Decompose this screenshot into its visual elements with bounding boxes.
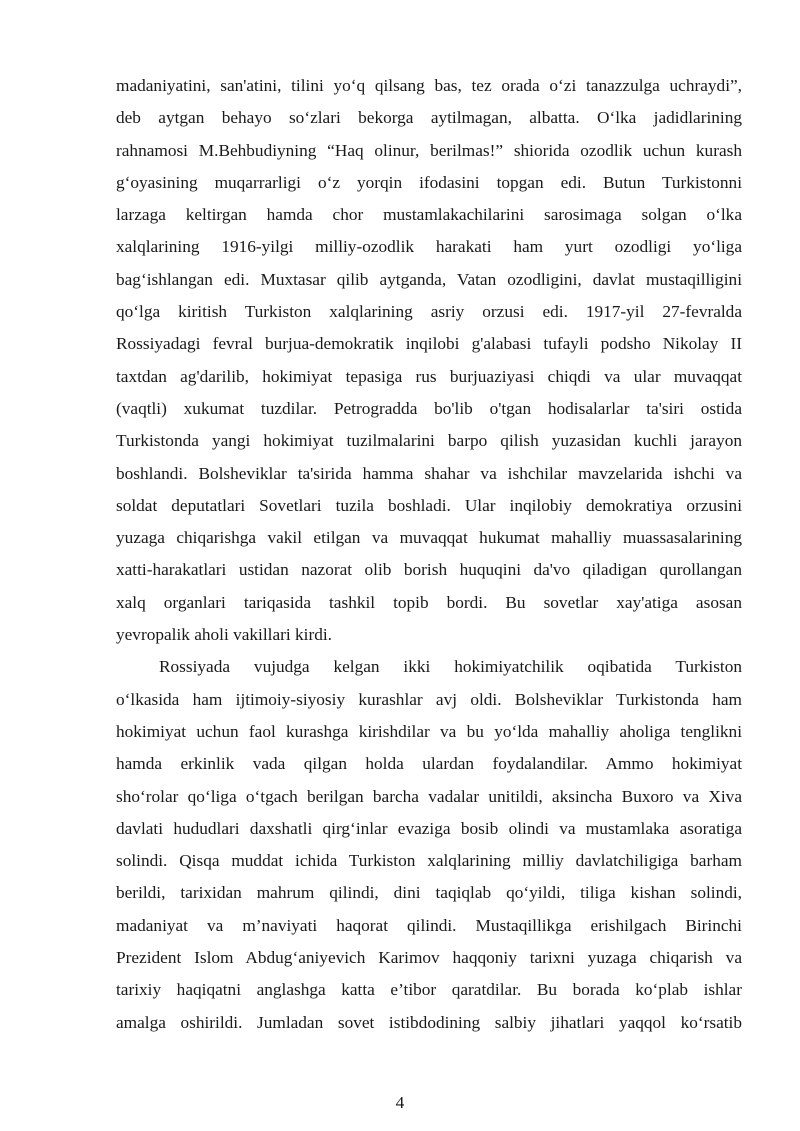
text-line: taxtdan ag'darilib, hokimiyat tepasiga rus burjuaziyasi chiqdi va ular muvaqqat (116, 366, 742, 386)
text-line: berildi, tarixidan mahrum qilindi, dini taqiqlab qo‘yildi, tiliga kishan solindi, (116, 883, 742, 903)
text-line: rahnamosi M.Behbudiyning “Haq olinur, berilmas!” shiorida ozodlik uchun kurash (116, 140, 742, 160)
text-line: Prezident Islom Abdug‘aniyevich Karimov haqqoniy tarixni yuzaga chiqarish va (116, 948, 742, 968)
text-line: hokimiyat uchun faol kurashga kirishdilar va bu yo‘lda mahalliy aholiga tenglikni (116, 721, 742, 741)
text-line: davlati hududlari daxshatli qirg‘inlar evaziga bosib olindi va mustamlaka asoratiga (116, 818, 742, 838)
text-line: yuzaga chiqarishga vakil etilgan va muvaqqat hukumat mahalliy muassasalarining (116, 528, 742, 548)
text-line: yevropalik aholi vakillari kirdi. (116, 625, 332, 645)
text-line: xalq organlari tariqasida tashkil topib bordi. Bu sovetlar xay'atiga asosan (116, 592, 742, 612)
text-line: sho‘rolar qo‘liga o‘tgach berilgan barcha vadalar unitildi, aksincha Buxoro va Xiva (116, 786, 742, 806)
text-line: xalqlarining 1916-yilgi milliy-ozodlik harakati ham yurt ozodligi yo‘liga (116, 237, 742, 257)
text-line: (vaqtli) xukumat tuzdilar. Petrogradda bo'lib o'tgan hodisalarlar ta'siri ostida (116, 398, 742, 418)
text-line: tarixiy haqiqatni anglashga katta e’tibor qaratdilar. Bu borada ko‘plab ishlar (116, 980, 742, 1000)
text-line: amalga oshirildi. Jumladan sovet istibdodining salbiy jihatlari yaqqol ko‘rsatib (116, 1012, 742, 1032)
paragraph-2 (116, 651, 742, 1039)
text-line: Rossiyada vujudga kelgan ikki hokimiyatchilik oqibatida Turkiston (159, 657, 742, 677)
text-line: madaniyat va m’naviyati haqorat qilindi. Mustaqillikga erishilgach Birinchi (116, 915, 742, 935)
text-line: soldat deputatlari Sovetlari tuzila boshladi. Ular inqilobiy demokratiya orzusini (116, 495, 742, 515)
text-line: qo‘lga kiritish Turkiston xalqlarining asriy orzusi edi. 1917-yil 27-fevralda (116, 302, 742, 322)
text-line: solindi. Qisqa muddat ichida Turkiston xalqlarining milliy davlatchiligiga barham (116, 851, 742, 871)
paragraph-1 (116, 70, 742, 651)
page-number: 4 (395, 1093, 405, 1112)
text-line: madaniyatini, san'atini, tilini yo‘q qilsang bas, tez orada o‘zi tanazzulga uchraydi”, (116, 76, 742, 95)
text-line: larzaga keltirgan hamda chor mustamlakachilarini sarosimaga solgan o‘lka (116, 205, 742, 225)
text-line: deb aytgan behayo so‘zlari bekorga aytilmagan, albatta. O‘lka jadidlarining (116, 108, 742, 128)
body-text (116, 70, 742, 1039)
text-line: boshlandi. Bolsheviklar ta'sirida hamma shahar va ishchilar mavzelarida ishchi va (116, 463, 742, 483)
text-line: hamda erkinlik vada qilgan holda ulardan foydalandilar. Ammo hokimiyat (116, 754, 742, 774)
text-line: Rossiyadagi fevral burjua-demokratik inqilobi g'alabasi tufayli podsho Nikolay II (116, 334, 742, 354)
text-line: xatti-harakatlari ustidan nazorat olib borish huquqini da'vo qiladigan qurollangan (116, 560, 742, 580)
text-line: g‘oyasining muqarrarligi o‘z yorqin ifodasini topgan edi. Butun Turkistonni (116, 172, 742, 192)
text-line: o‘lkasida ham ijtimoiy-siyosiy kurashlar avj oldi. Bolsheviklar Turkistonda ham (116, 689, 742, 709)
text-line: bag‘ishlangan edi. Muxtasar qilib aytganda, Vatan ozodligini, davlat mustaqilligini (116, 269, 742, 289)
text-line: Turkistonda yangi hokimiyat tuzilmalarini barpo qilish yuzasidan kuchli jarayon (116, 431, 742, 451)
